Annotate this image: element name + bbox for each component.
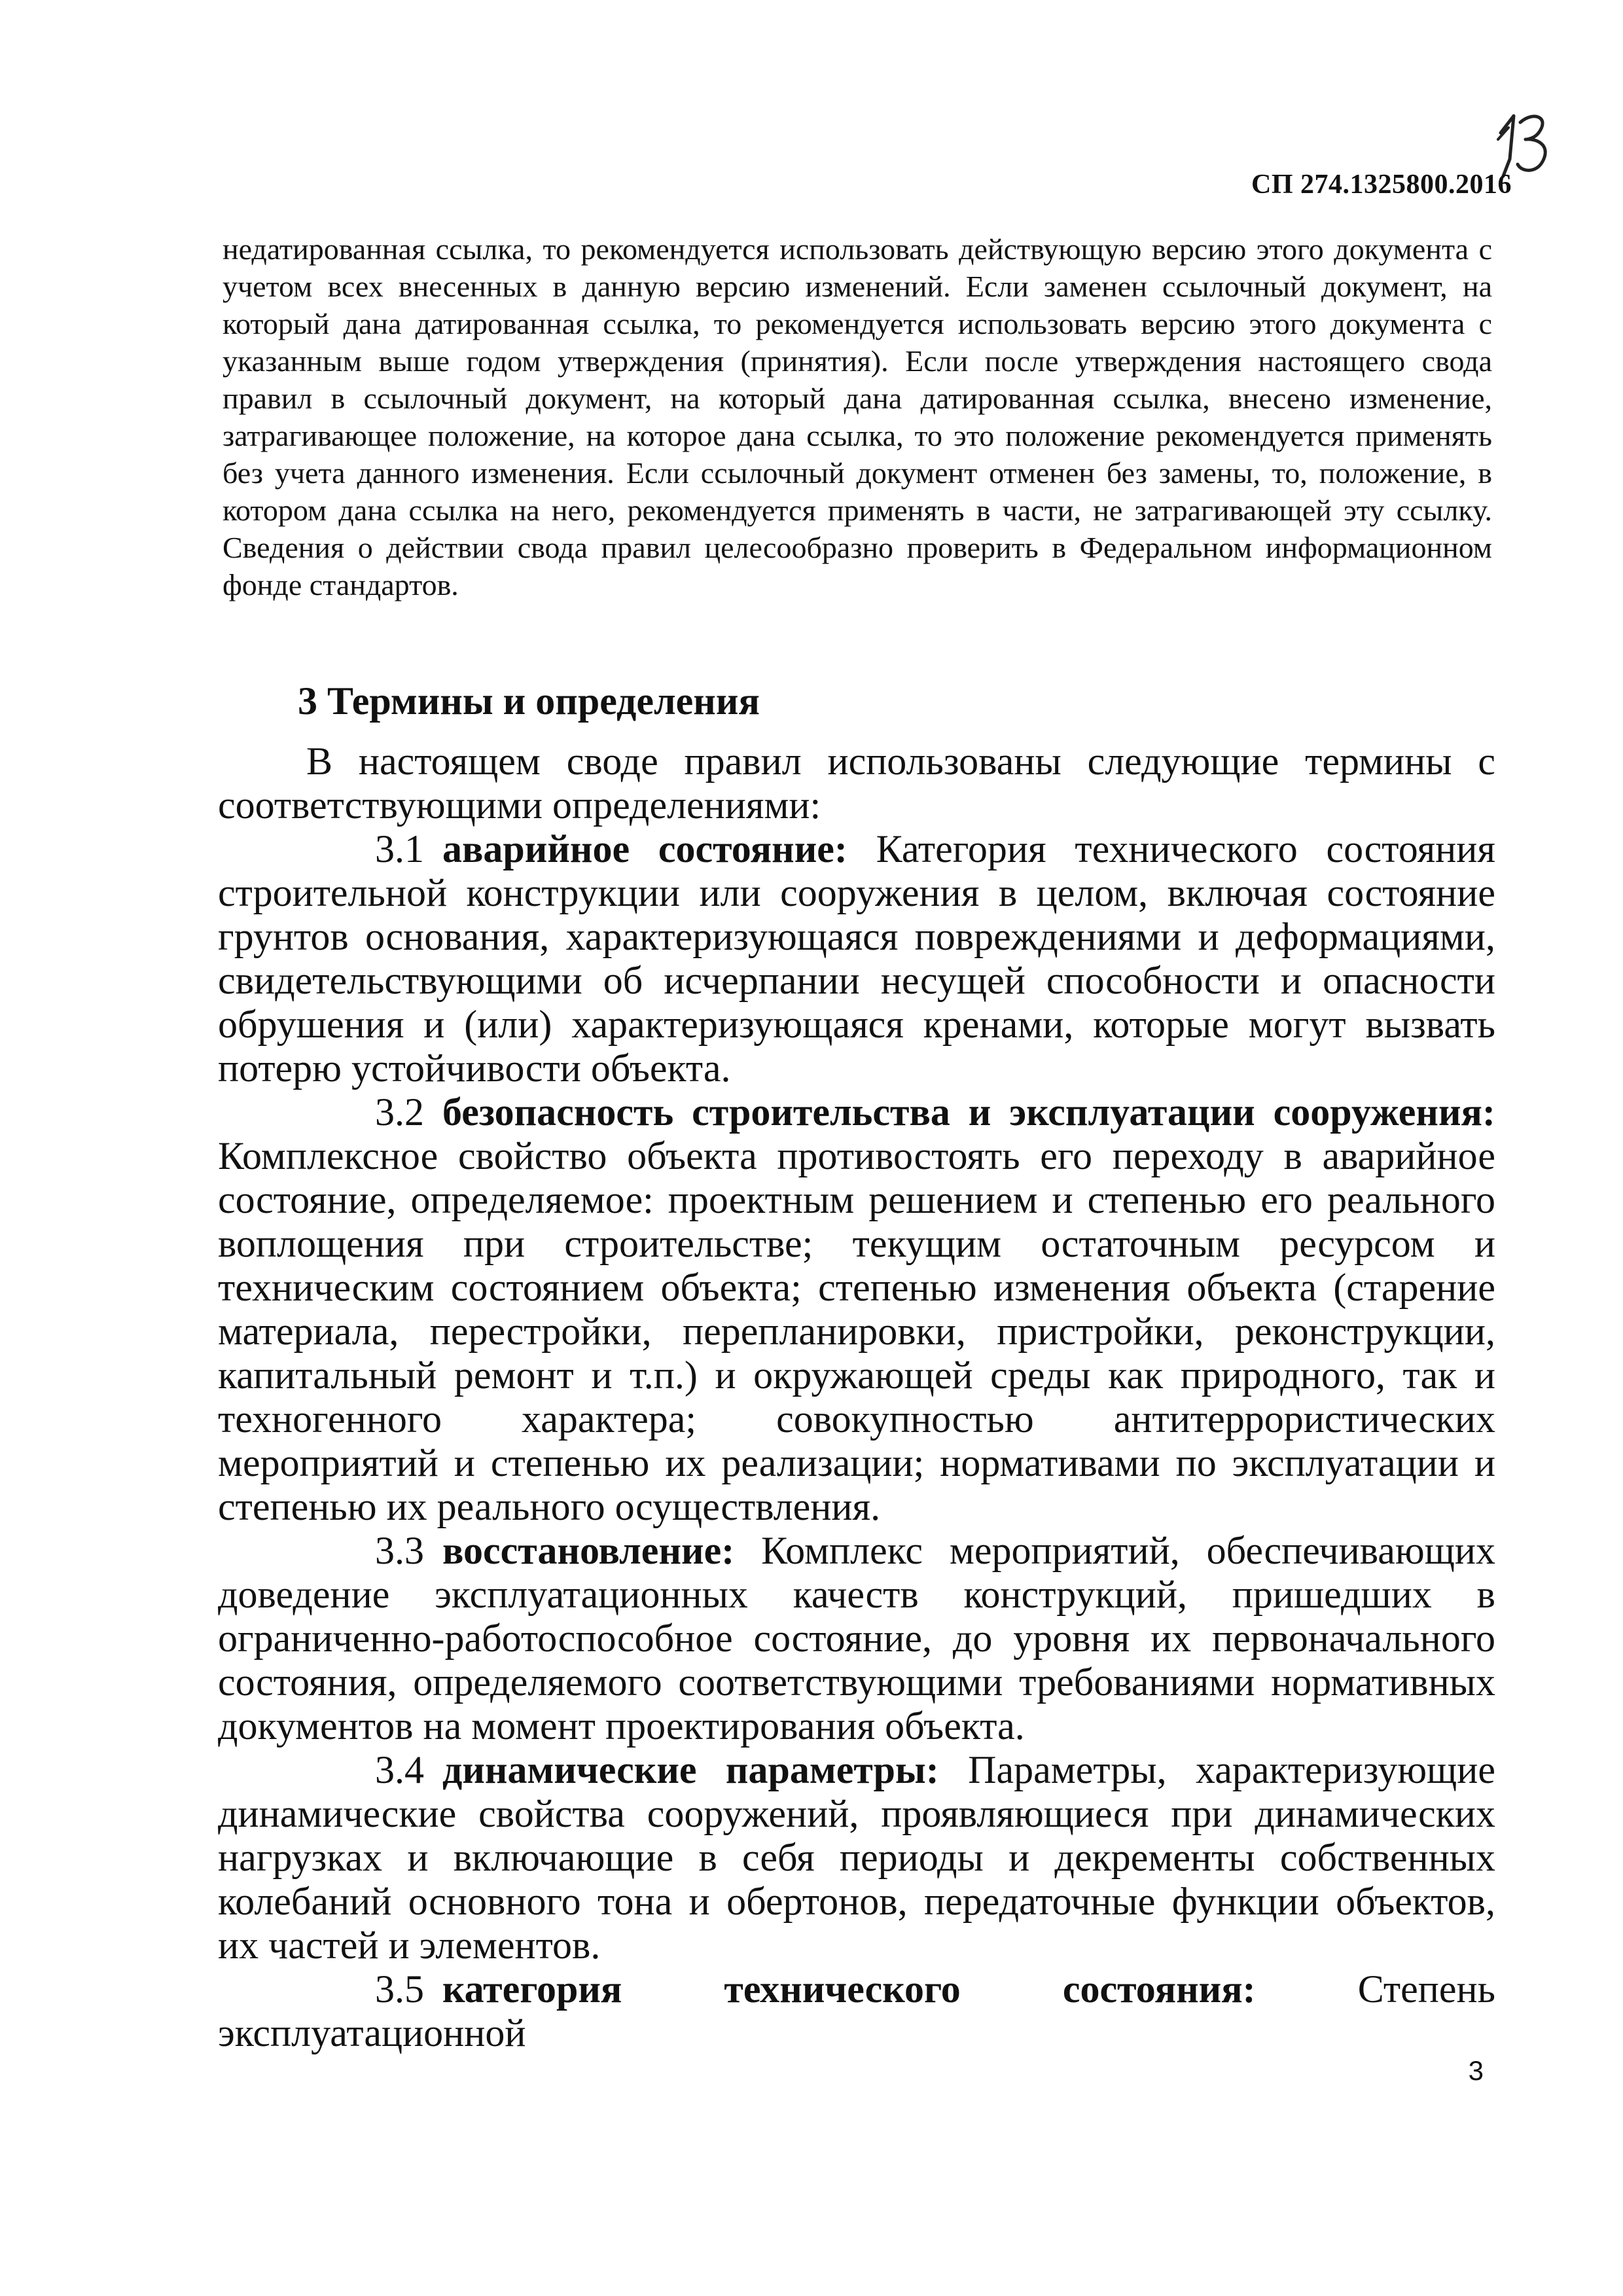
- term-entry: [218, 1090, 1495, 1529]
- term-entry: [218, 1967, 1495, 2055]
- intro-paragraph: недатированная ссылка, то рекомендуется использовать действующую версию этого документа с учетом всех внесенных в данную версию изменений. Если заменен ссылочный документ, на который дана датированная ссылка, то рекомендуется использовать версию этого документа с указанным выше годом утверждения (принятия). Если после утверждения настоящего свода правил в ссылочный документ, на который дана датированная ссылка, внесено изменение, затрагивающее положение, на которое дана ссылка, то это положение рекомендуется применять без учета данного изменения. Если ссылочный документ отменен без замены, то, положение, в котором дана ссылка на него, рекомендуется применять в части, не затрагивающей эту ссылку. Сведения о действии свода правил целесообразно проверить в Федеральном информационном фонде стандартов.: [223, 232, 1492, 601]
- section-heading: 3 Термины и определения: [298, 679, 760, 723]
- terms-section: [218, 740, 1495, 2055]
- term-title: аварийное состояние:: [442, 827, 847, 870]
- term-number: 3.5: [375, 1967, 424, 2011]
- term-definition: Комплексное свойство объекта противостоять его переходу в аварийное состояние, определяемое: проектным решением и степенью его реального воплощения при строительстве; текущим остаточным ресурсом и техническим состоянием объекта; степенью изменения объекта (старение материала, перестройки, перепланировки, пристройки, реконструкции, капитальный ремонт и т.п.) и окружающей среды как природного, так и техногенного характера; совокупностью антитеррористических мероприятий и степенью их реализации; нормативами по эксплуатации и степенью их реального осуществления.: [218, 1134, 1495, 1528]
- term-definition: Категория технического состояния строительной конструкции или сооружения в целом, включая состояние грунтов основания, характеризующаяся повреждениями и деформациями, свидетельствующими об исчерпании несущей способности и опасности обрушения и (или) характеризующаяся кренами, которые могут вызвать потерю устойчивости объекта.: [218, 827, 1495, 1090]
- document-code: СП 274.1325800.2016: [1251, 170, 1512, 200]
- page-number: 3: [1468, 2055, 1484, 2086]
- term-definition: Параметры, характеризующие динамические свойства сооружений, проявляющиеся при динамических нагрузках и включающие в себя периоды и декременты собственных колебаний основного тона и обертонов, передаточные функции объектов, их частей и элементов.: [218, 1748, 1495, 1967]
- term-entry: [218, 1529, 1495, 1748]
- term-entry: [218, 827, 1495, 1090]
- term-definition: Степень эксплуатационной: [218, 1967, 1495, 2054]
- term-entry: [218, 1748, 1495, 1967]
- term-number: 3.1: [375, 827, 424, 870]
- term-definition: Комплекс мероприятий, обеспечивающих доведение эксплуатационных качеств конструкций, пришедших в ограниченно-работоспособное состояние, до уровня их первоначального состояния, определяемого соответствующими требованиями нормативных документов на момент проектирования объекта.: [218, 1529, 1496, 1748]
- term-title: восстановление:: [442, 1529, 735, 1572]
- term-title: безопасность строительства и эксплуатации сооружения:: [442, 1090, 1495, 1134]
- section-lead: В настоящем своде правил использованы следующие термины с соответствующими определениями:: [218, 740, 1495, 827]
- term-number: 3.4: [375, 1748, 424, 1791]
- term-title: категория технического состояния:: [442, 1967, 1256, 2011]
- term-title: динамические параметры:: [442, 1748, 939, 1791]
- term-number: 3.2: [375, 1090, 424, 1134]
- term-number: 3.3: [375, 1529, 424, 1572]
